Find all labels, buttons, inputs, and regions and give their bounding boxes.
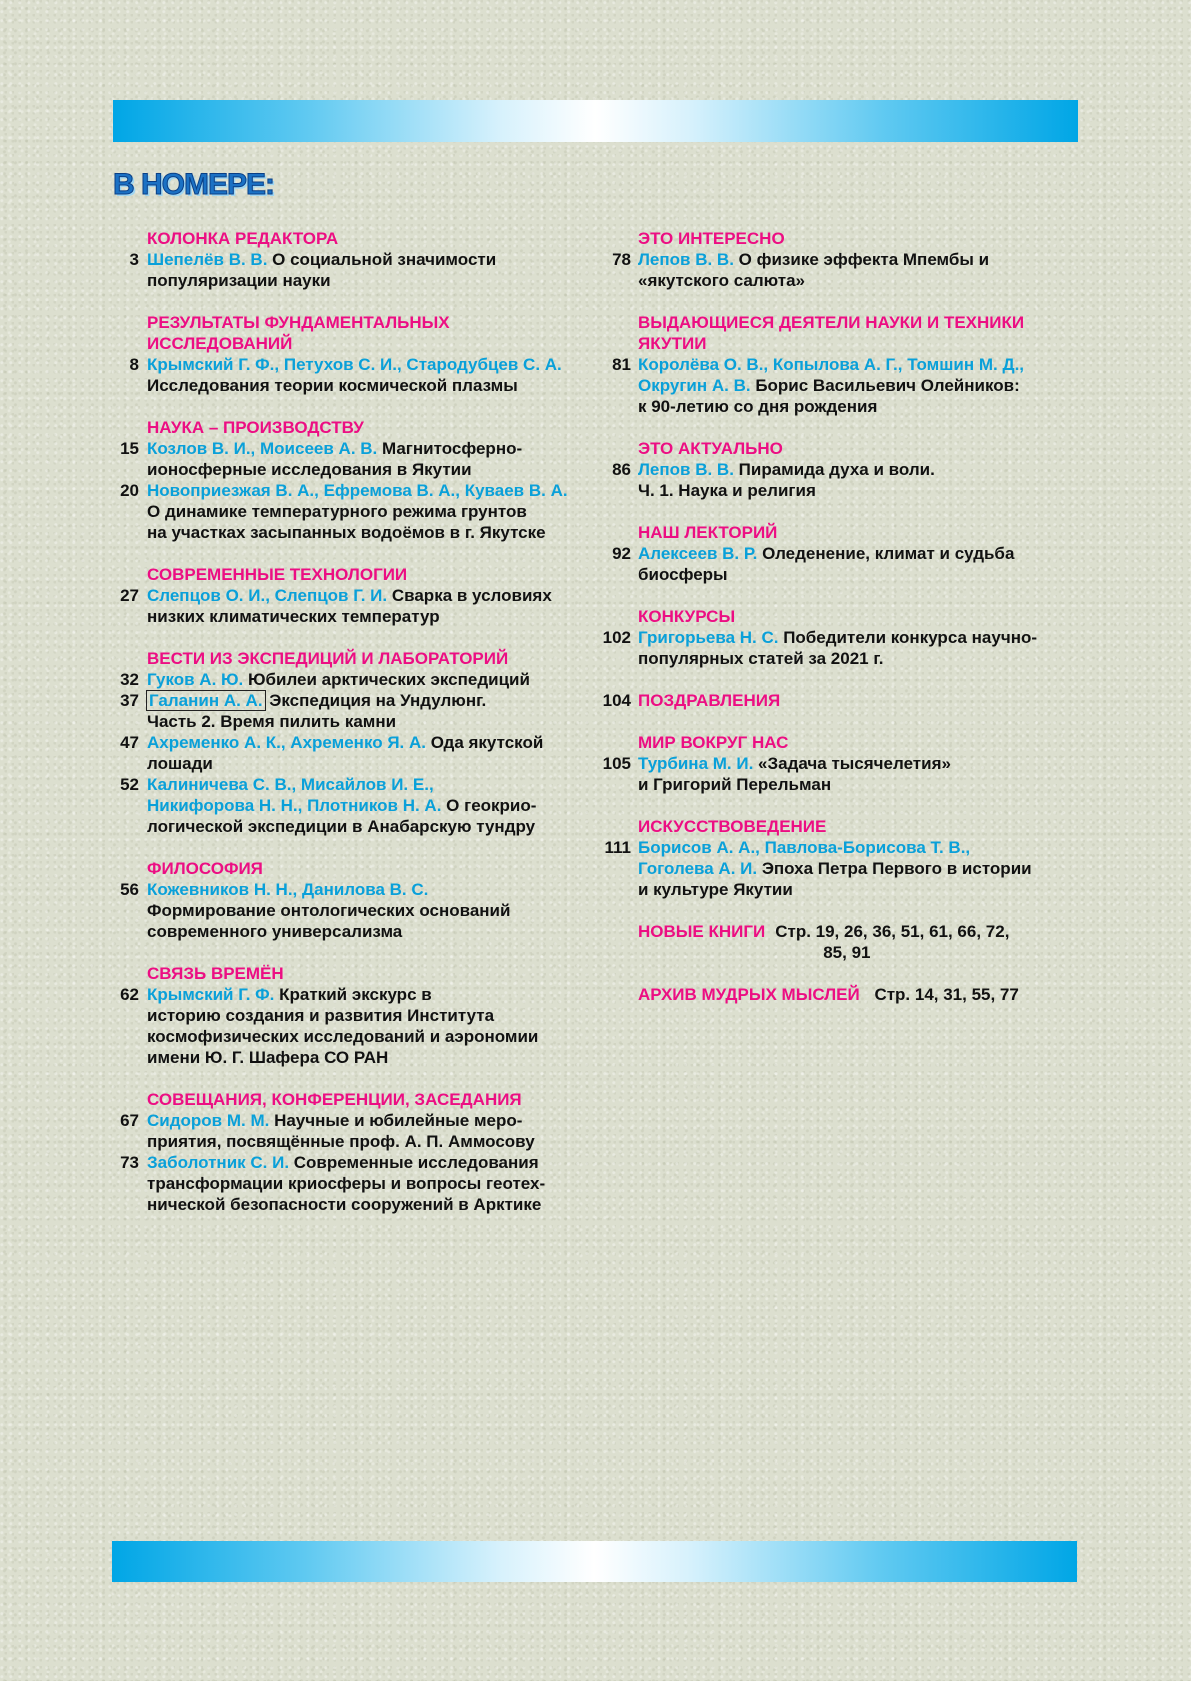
toc-entry[interactable] <box>112 585 602 627</box>
article-title: космофизических исследований и аэрономии <box>147 1027 539 1046</box>
article-title: к 90-летию со дня рождения <box>638 397 878 416</box>
author-link[interactable]: Округин А. В. <box>638 376 751 395</box>
author-link[interactable]: Заболотник С. И. <box>147 1153 290 1172</box>
article-title: Научные и юбилейные меро- <box>269 1111 523 1130</box>
toc-section <box>112 963 602 1068</box>
article-title: на участках засыпанных водоёмов в г. Якутске <box>147 523 546 542</box>
article-title: «Задача тысячелетия» <box>753 754 951 773</box>
bottom-gradient-band <box>112 1541 1077 1582</box>
toc-entry[interactable] <box>112 354 602 396</box>
page-number: 20 <box>120 481 139 500</box>
article-title: Пирамида духа и воли. <box>733 460 935 479</box>
author-link[interactable]: Лепов В. В. <box>638 460 734 479</box>
page-number: 47 <box>120 733 139 752</box>
toc-entry[interactable] <box>597 753 1097 795</box>
toc-entry[interactable] <box>597 837 1097 900</box>
article-title: логической экспедиции в Анабарскую тундру <box>147 817 536 836</box>
page-title: В НОМЕРЕ: <box>113 168 275 201</box>
page-number: 37 <box>120 691 139 710</box>
section-title: КОНКУРСЫ <box>638 607 736 626</box>
toc-entry[interactable] <box>112 438 602 480</box>
page-number: 78 <box>612 250 631 269</box>
author-link[interactable]: Григорьева Н. С. <box>638 628 779 647</box>
article-title: О физике эффекта Мпембы и <box>733 250 990 269</box>
toc-section <box>112 228 602 291</box>
page-number: 8 <box>129 355 139 374</box>
author-link[interactable]: Крымский Г. Ф., Петухов С. И., Стародубцев С. А. <box>147 355 562 374</box>
page-number: 81 <box>612 355 631 374</box>
article-title: низких климатических температур <box>147 607 440 626</box>
author-link[interactable]: Крымский Г. Ф. <box>147 985 275 1004</box>
toc-entry[interactable] <box>597 354 1097 417</box>
author-link[interactable]: Новоприезжая В. А., Ефремова В. А., Куваев В. А. <box>147 481 568 500</box>
toc-section <box>112 417 602 543</box>
toc-section <box>597 522 1097 585</box>
article-title: историю создания и развития Института <box>147 1006 495 1025</box>
toc-section <box>112 564 602 627</box>
toc-section <box>112 1089 602 1215</box>
toc-entry[interactable] <box>112 669 602 690</box>
page-number: 32 <box>120 670 139 689</box>
toc-entry[interactable] <box>597 627 1097 669</box>
author-link[interactable]: Слепцов О. И., Слепцов Г. И. <box>147 586 388 605</box>
page-number: 102 <box>602 628 631 647</box>
article-title: О социальной значимости <box>267 250 497 269</box>
article-title: О динамике температурного режима грунтов <box>147 502 527 521</box>
page-number: 105 <box>602 754 631 773</box>
page-number: 111 <box>604 838 631 857</box>
toc-entry[interactable] <box>112 1152 602 1215</box>
article-title: Эпоха Петра Первого в истории <box>757 859 1032 878</box>
author-link[interactable]: Сидоров М. М. <box>147 1111 270 1130</box>
toc-section <box>597 816 1097 900</box>
author-link[interactable]: Кожевников Н. Н., Данилова В. С. <box>147 880 429 899</box>
toc-section <box>597 606 1097 669</box>
toc-entry[interactable] <box>597 690 1097 711</box>
page-number: 56 <box>120 880 139 899</box>
article-title: трансформации криосферы и вопросы геотех- <box>147 1174 546 1193</box>
toc-entry[interactable] <box>112 480 602 543</box>
article-title: Формирование онтологических оснований <box>147 901 511 920</box>
section-title: НАУКА – ПРОИЗВОДСТВУ <box>147 418 364 437</box>
page-list: Стр. 19, 26, 36, 51, 61, 66, 72, 85, 91 <box>775 922 1010 962</box>
toc-entry[interactable] <box>112 879 602 942</box>
article-title: О геокрио- <box>441 796 537 815</box>
page-number: 86 <box>612 460 631 479</box>
article-title: Сварка в условиях <box>387 586 552 605</box>
article-title: Часть 2. Время пилить камни <box>147 712 397 731</box>
section-title: ИСКУССТВОВЕДЕНИЕ <box>638 817 827 836</box>
toc-entry[interactable] <box>597 249 1097 291</box>
page-number: 15 <box>120 439 139 458</box>
toc-entry[interactable] <box>112 1110 602 1152</box>
author-link[interactable]: Калиничева С. В., Мисайлов И. Е., <box>147 775 434 794</box>
page-number: 3 <box>129 250 139 269</box>
article-title: ионосферные исследования в Якутии <box>147 460 472 479</box>
new-books-entry[interactable] <box>638 921 1097 963</box>
page-number: 104 <box>602 691 631 710</box>
archive-entry[interactable] <box>638 984 1097 1005</box>
article-title: лошади <box>147 754 213 773</box>
article-title: и Григорий Перельман <box>638 775 832 794</box>
article-title: Оледенение, климат и судьба <box>757 544 1015 563</box>
article-title: Современные исследования <box>289 1153 539 1172</box>
toc-entry[interactable] <box>597 543 1097 585</box>
toc-section <box>112 648 602 837</box>
author-link[interactable]: Никифорова Н. Н., Плотников Н. А. <box>147 796 442 815</box>
article-title: имени Ю. Г. Шафера СО РАН <box>147 1048 389 1067</box>
section-title: СОВЕЩАНИЯ, КОНФЕРЕНЦИИ, ЗАСЕДАНИЯ <box>147 1090 522 1109</box>
author-link[interactable]: Лепов В. В. <box>638 250 734 269</box>
article-title: Победители конкурса научно- <box>778 628 1038 647</box>
toc-entry[interactable] <box>112 249 602 291</box>
article-title: популяризации науки <box>147 271 331 290</box>
section-title: АРХИВ МУДРЫХ МЫСЛЕЙ <box>638 985 860 1004</box>
author-link[interactable]: Борисов А. А., Павлова-Борисова Т. В., <box>638 838 971 857</box>
author-link[interactable]: Алексеев В. Р. <box>638 544 758 563</box>
toc-entry[interactable] <box>597 459 1097 501</box>
author-link[interactable]: Гуков А. Ю. <box>147 670 244 689</box>
article-title: нической безопасности сооружений в Арктике <box>147 1195 542 1214</box>
article-title: Ода якутской <box>426 733 544 752</box>
toc-section <box>597 984 1097 1005</box>
top-gradient-band <box>113 100 1078 142</box>
author-link[interactable]: Гоголева А. И. <box>638 859 758 878</box>
section-title: ПОЗДРАВЛЕНИЯ <box>638 691 781 710</box>
author-link[interactable]: Шепелёв В. В. <box>147 250 268 269</box>
section-title: РЕЗУЛЬТАТЫ ФУНДАМЕНТАЛЬНЫХ ИССЛЕДОВАНИЙ <box>147 313 450 353</box>
page-number: 27 <box>120 586 139 605</box>
author-link[interactable]: Королёва О. В., Копылова А. Г., Томшин М. Д., <box>638 355 1025 374</box>
author-link-selected[interactable]: Галанин А. А. <box>149 691 263 710</box>
article-title: современного универсализма <box>147 922 403 941</box>
author-link[interactable]: Турбина М. И. <box>638 754 754 773</box>
article-title: Экспедиция на Ундулюнг. <box>264 691 487 710</box>
page-list: Стр. 14, 31, 55, 77 <box>874 985 1019 1004</box>
section-title: ВЫДАЮЩИЕСЯ ДЕЯТЕЛИ НАУКИ И ТЕХНИКИ ЯКУТИИ <box>638 313 1025 353</box>
toc-section <box>597 228 1097 291</box>
article-title: приятия, посвящённые проф. А. П. Аммосову <box>147 1132 535 1151</box>
toc-entry[interactable] <box>112 774 602 837</box>
section-title: ЭТО АКТУАЛЬНО <box>638 439 783 458</box>
page-number: 92 <box>612 544 631 563</box>
toc-entry[interactable] <box>112 690 602 732</box>
toc-entry[interactable] <box>112 984 602 1068</box>
toc-section <box>112 312 602 396</box>
page-number: 62 <box>120 985 139 1004</box>
article-title: «якутского салюта» <box>638 271 805 290</box>
article-title: Ч. 1. Наука и религия <box>638 481 816 500</box>
section-title: СВЯЗЬ ВРЕМЁН <box>147 964 284 983</box>
toc-section <box>597 732 1097 795</box>
article-title: Магнитосферно- <box>377 439 523 458</box>
author-link[interactable]: Козлов В. И., Моисеев А. В. <box>147 439 378 458</box>
toc-section <box>597 312 1097 417</box>
page-number: 67 <box>120 1111 139 1130</box>
article-title: биосферы <box>638 565 728 584</box>
section-title: ВЕСТИ ИЗ ЭКСПЕДИЦИЙ И ЛАБОРАТОРИЙ <box>147 649 509 668</box>
section-title: ЭТО ИНТЕРЕСНО <box>638 229 785 248</box>
page-number: 73 <box>120 1153 139 1172</box>
toc-section <box>112 858 602 942</box>
toc-section <box>597 921 1097 963</box>
author-link[interactable]: Ахременко А. К., Ахременко Я. А. <box>147 733 427 752</box>
section-title: СОВРЕМЕННЫЕ ТЕХНОЛОГИИ <box>147 565 408 584</box>
page-number: 52 <box>120 775 139 794</box>
article-title: популярных статей за 2021 г. <box>638 649 884 668</box>
toc-section <box>597 690 1097 711</box>
article-title: Краткий экскурс в <box>274 985 432 1004</box>
article-title: Борис Васильевич Олейников: <box>750 376 1020 395</box>
article-title: Юбилеи арктических экспедиций <box>243 670 530 689</box>
section-title: КОЛОНКА РЕДАКТОРА <box>147 229 339 248</box>
section-title: НАШ ЛЕКТОРИЙ <box>638 523 778 542</box>
article-title: и культуре Якутии <box>638 880 793 899</box>
toc-left-column <box>112 228 602 1236</box>
toc-right-column <box>597 228 1097 1026</box>
toc-section <box>597 438 1097 501</box>
section-title: ФИЛОСОФИЯ <box>147 859 263 878</box>
section-title: НОВЫЕ КНИГИ <box>638 922 766 941</box>
toc-entry[interactable] <box>112 732 602 774</box>
article-title: Исследования теории космической плазмы <box>147 376 518 395</box>
section-title: МИР ВОКРУГ НАС <box>638 733 789 752</box>
